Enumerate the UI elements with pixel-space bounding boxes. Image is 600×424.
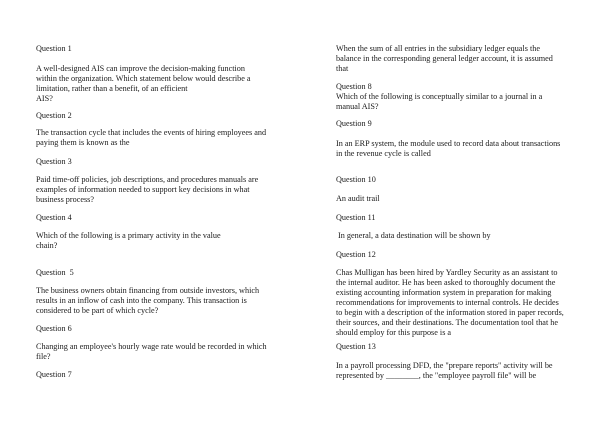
question-2-heading: Question 2 xyxy=(36,111,72,120)
question-7-text: When the sum of all entries in the subsidiary ledger equals the balance in the corresponding general ledger account, it is assumed that xyxy=(336,44,553,73)
question-11-text: In general, a data destination will be shown by xyxy=(336,231,491,240)
question-8-text: Which of the following is conceptually similar to a journal in a manual AIS? xyxy=(336,92,543,111)
question-12-text: Chas Mulligan has been hired by Yardley Security as an assistant to the internal auditor. He has been asked to thoroughly document the existing accounting information system in preparation for making recommendations for improvements to internal controls. He decides to begin with a description of the information stored in paper records, their sources, and their destinations. The documentation tool that he should employ for this purpose is a xyxy=(336,268,564,337)
question-4-heading: Question 4 xyxy=(36,213,72,222)
question-13-heading: Question 13 xyxy=(336,342,376,351)
question-8-heading: Question 8 xyxy=(336,82,372,91)
question-2-text: The transaction cycle that includes the events of hiring employees and paying them is known as the xyxy=(36,128,267,147)
question-9-text: In an ERP system, the module used to record data about transactions in the revenue cycle is called xyxy=(336,139,561,158)
question-11-heading: Question 11 xyxy=(336,213,376,222)
question-3-text: Paid time-off policies, job descriptions, and procedures manuals are examples of information needed to support key decisions in what business process? xyxy=(36,175,259,204)
question-10-text: An audit trail xyxy=(336,194,380,203)
question-3-heading: Question 3 xyxy=(36,157,72,166)
question-6-heading: Question 6 xyxy=(36,324,72,333)
question-10-heading: Question 10 xyxy=(336,175,376,184)
question-12-heading: Question 12 xyxy=(336,250,376,259)
question-1-text: A well-designed AIS can improve the decision-making function within the organization. Which statement below would describe a limitation, rather than a benefit, of an efficient AIS? xyxy=(36,64,251,103)
question-4-text: Which of the following is a primary activity in the value chain? xyxy=(36,231,221,250)
question-5-heading: Question 5 xyxy=(36,268,74,277)
question-7-heading: Question 7 xyxy=(36,370,72,379)
question-13-text: In a payroll processing DFD, the "prepare reports" activity will be represented by ________, the "employee payroll file" will be xyxy=(336,361,553,380)
question-5-text: The business owners obtain financing from outside investors, which results in an inflow of cash into the company. This transaction is considered to be part of which cycle? xyxy=(36,286,260,315)
question-6-text: Changing an employee's hourly wage rate would be recorded in which file? xyxy=(36,342,267,361)
question-1-heading: Question 1 xyxy=(36,44,72,53)
question-9-heading: Question 9 xyxy=(336,119,372,128)
